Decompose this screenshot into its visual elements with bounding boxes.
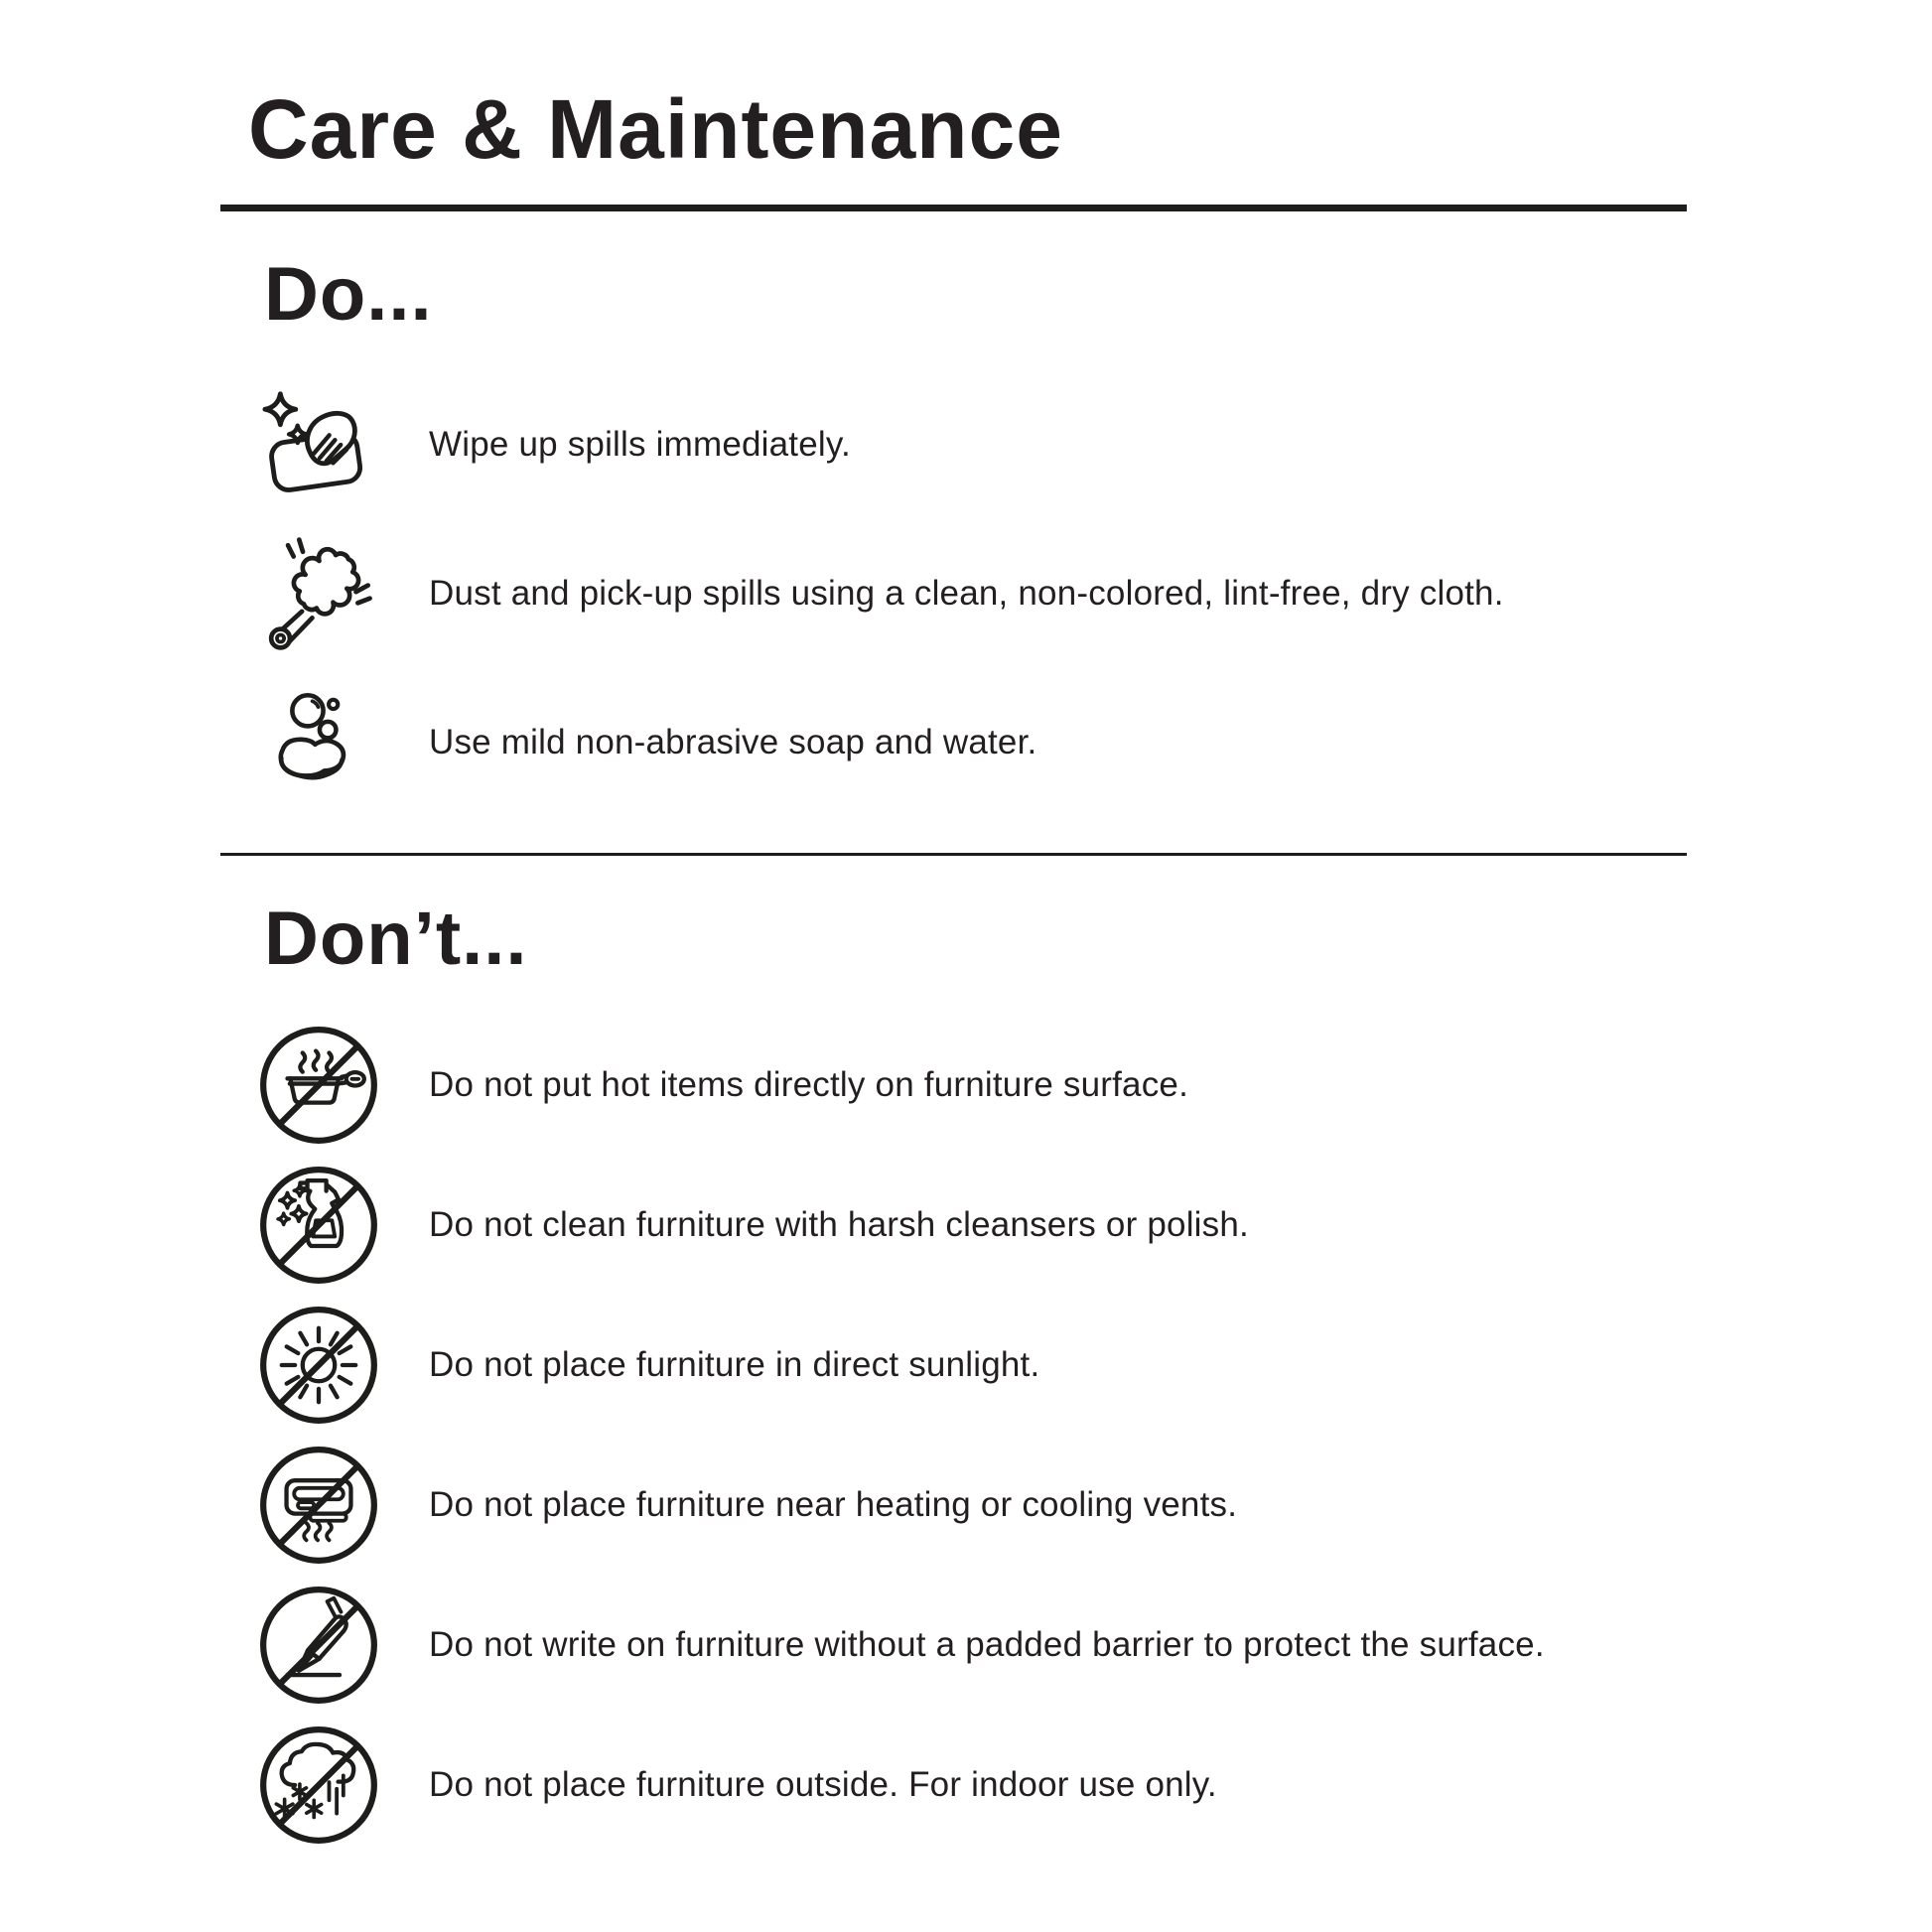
no-hot-items-icon bbox=[256, 1023, 381, 1148]
dont-item-hot-items bbox=[220, 1015, 1892, 1155]
do-item-dust bbox=[220, 519, 1892, 668]
icon-cell bbox=[254, 1443, 383, 1568]
icon-cell bbox=[254, 1583, 383, 1708]
do-item-mild-soap bbox=[220, 668, 1892, 817]
dont-item-direct-sunlight bbox=[220, 1295, 1892, 1435]
icon-cell bbox=[254, 1723, 383, 1848]
section-divider bbox=[220, 853, 1687, 856]
do-item-text: Use mild non-abrasive soap and water. bbox=[429, 723, 1037, 761]
wipe-hand-icon bbox=[257, 388, 380, 501]
no-outdoor-use-icon bbox=[256, 1723, 381, 1848]
do-item-text: Dust and pick-up spills using a clean, non-colored, lint-free, dry cloth. bbox=[429, 574, 1504, 613]
dont-item-text: Do not place furniture near heating or cooling vents. bbox=[429, 1484, 1238, 1524]
dont-item-text: Do not clean furniture with harsh cleansers or polish. bbox=[429, 1204, 1249, 1244]
dont-item-harsh-cleansers bbox=[220, 1155, 1892, 1295]
dont-item-text: Do not write on furniture without a padded barrier to protect the surface. bbox=[429, 1624, 1545, 1664]
no-writing-icon bbox=[256, 1583, 381, 1708]
icon-cell bbox=[254, 533, 383, 654]
icon-cell bbox=[254, 1023, 383, 1148]
no-direct-sunlight-icon bbox=[256, 1303, 381, 1428]
dont-item-heating-vents bbox=[220, 1435, 1892, 1575]
dont-item-text: Do not put hot items directly on furniture surface. bbox=[429, 1064, 1189, 1104]
do-item-list bbox=[220, 370, 1892, 817]
dont-item-outdoor-use bbox=[220, 1715, 1892, 1855]
no-heating-vents-icon bbox=[256, 1443, 381, 1568]
dont-item-text: Do not place furniture outside. For indoor use only. bbox=[429, 1764, 1217, 1804]
do-item-wipe-spills bbox=[220, 370, 1892, 519]
dont-item-list bbox=[220, 1015, 1892, 1855]
no-harsh-cleansers-icon bbox=[256, 1163, 381, 1288]
page-title: Care & Maintenance bbox=[248, 82, 1063, 176]
icon-cell bbox=[254, 388, 383, 501]
do-item-text: Wipe up spills immediately. bbox=[429, 425, 851, 464]
duster-icon bbox=[259, 533, 378, 654]
icon-cell bbox=[254, 687, 383, 798]
title-divider bbox=[220, 205, 1687, 211]
do-section-heading: Do... bbox=[264, 252, 433, 337]
dont-item-writing bbox=[220, 1575, 1892, 1715]
soap-icon bbox=[260, 687, 377, 798]
icon-cell bbox=[254, 1303, 383, 1428]
dont-section-heading: Don’t... bbox=[264, 897, 528, 981]
icon-cell bbox=[254, 1163, 383, 1288]
dont-item-text: Do not place furniture in direct sunlight. bbox=[429, 1344, 1040, 1384]
